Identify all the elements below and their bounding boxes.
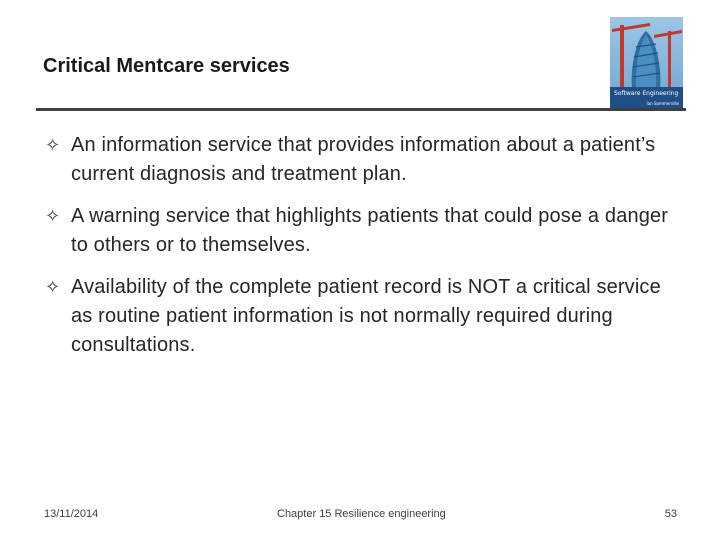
bullet-list <box>45 131 685 373</box>
bullet-text: A warning service that highlights patients that could pose a danger to others or to themselves. <box>71 205 669 256</box>
four-pointed-star-icon: ✧ <box>45 135 61 156</box>
bullet-text: Availability of the complete patient record is NOT a critical service as routine patient information is not normally required during consultations. <box>71 276 661 356</box>
cover-author: Ian Sommerville <box>646 101 679 106</box>
four-pointed-star-icon: ✧ <box>45 206 61 227</box>
page-number: 53 <box>664 508 677 520</box>
four-pointed-star-icon: ✧ <box>45 277 61 298</box>
book-cover-image <box>610 17 683 111</box>
cover-title: Software Engineering <box>614 90 679 97</box>
slide-title: Critical Mentcare services <box>43 55 290 77</box>
bullet-item <box>45 131 685 189</box>
footer-chapter: Chapter 15 Resilience engineering <box>277 508 446 520</box>
bullet-item <box>45 273 685 360</box>
title-divider <box>36 108 686 111</box>
footer-date: 13/11/2014 <box>44 508 99 520</box>
bullet-text: An information service that provides information about a patient’s current diagnosis and treatment plan. <box>71 134 656 185</box>
bullet-item <box>45 202 685 260</box>
